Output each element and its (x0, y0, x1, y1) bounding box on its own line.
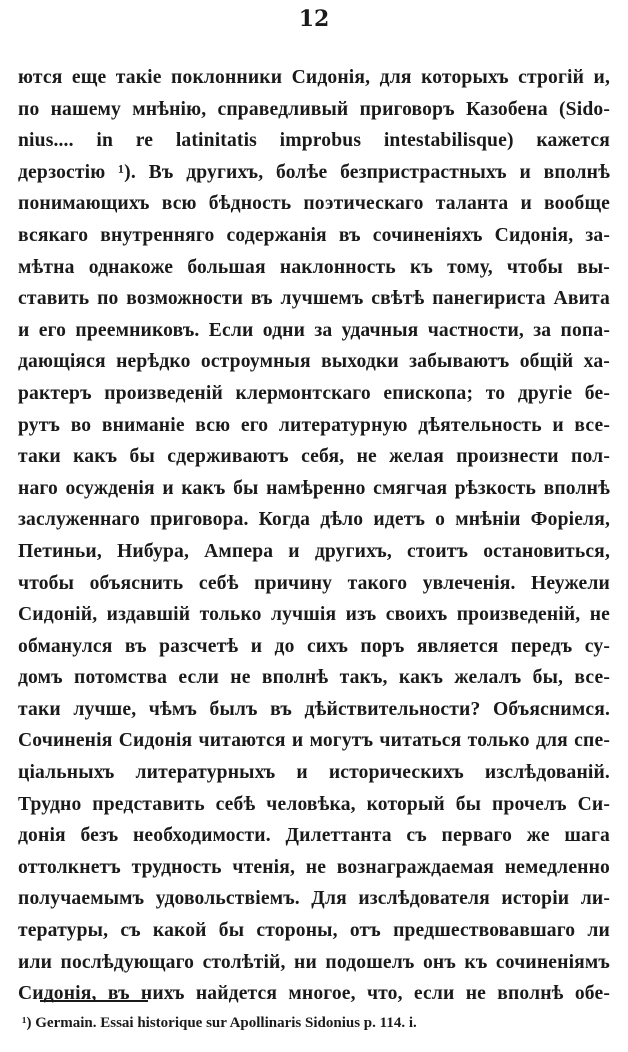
text-line: ются еще такіе поклонники Сидонія, для которыхъ строгій и, (18, 67, 610, 88)
text-line: обманулся въ разсчетѣ и до сихъ поръ является передъ су- (18, 635, 610, 657)
text-line: Сидоній, издавшій только лучшія изъ своихъ произведеній, не (18, 604, 610, 626)
text-line: домъ потомства если не вполнѣ такъ, какъ желалъ бы, все- (18, 667, 610, 689)
text-line: таки лучше, чѣмъ былъ въ дѣйствительности? Объяснимся. (18, 698, 610, 720)
page-number: 12 (298, 6, 330, 32)
text-line: наго осужденія и какъ бы намѣренно смягчая рѣзкость вполнѣ (18, 477, 610, 499)
text-line: Сидонія, въ нихъ найдется многое, что, если не вполнѣ обе- (18, 983, 610, 1005)
footnote-divider (40, 1000, 148, 1002)
text-line: и его преемниковъ. Если одни за удачныя частности, за попа- (18, 319, 610, 341)
text-line: таки какъ бы сдерживаютъ себя, не желая произнести пол- (18, 446, 610, 468)
text-line: оттолкнетъ трудность чтенія, не вознаграждаемая немедленно (18, 856, 610, 878)
text-line: дающіяся нерѣдко остроумныя выходки забываютъ общій ха- (18, 351, 610, 373)
text-line: nius.... in re latinitatis improbus intestabilisque) кажется (18, 130, 610, 152)
text-line: чтобы объяснить себѣ причину такого увлеченія. Неужели (18, 572, 610, 594)
text-line: понимающихъ всю бѣдность поэтическаго таланта и вообще (18, 193, 610, 215)
text-line: всякаго внутренняго содержанія въ сочиненіяхъ Сидонія, за- (18, 224, 610, 246)
text-line: Петиньи, Нибура, Ампера и другихъ, стоитъ остановиться, (18, 540, 610, 562)
text-line: получаемымъ удовольствіемъ. Для изслѣдователя исторіи ли- (18, 888, 610, 910)
body-text (18, 62, 610, 1010)
text-line: мѣтна однакоже большая наклонность къ тому, чтобы вы- (18, 256, 610, 278)
text-line: донія безъ необходимости. Дилеттанта съ перваго же шага (18, 825, 610, 847)
text-line: Трудно представить себѣ человѣка, который бы прочелъ Си- (18, 793, 610, 815)
text-line: ціальныхъ литературныхъ и историческихъ изслѣдованій. (18, 762, 610, 784)
footnote: ¹) Germain. Essai historique sur Apollinaris Sidonius p. 114. i. (22, 1015, 417, 1031)
text-line: ставить по возможности въ лучшемъ свѣтѣ панегириста Авита (18, 288, 610, 310)
text-line: Сочиненія Сидонія читаются и могутъ читаться только для спе- (18, 730, 610, 752)
text-line: или послѣдующаго столѣтій, ни подошелъ онъ къ сочиненіямъ (18, 951, 610, 973)
text-line: заслуженнаго приговора. Когда дѣло идетъ о мнѣніи Форіеля, (18, 509, 610, 531)
text-line: тературы, съ какой бы стороны, отъ предшествовавшаго ли (18, 920, 610, 942)
text-line: дерзостію ¹). Въ другихъ, болѣе безпристрастныхъ и вполнѣ (18, 161, 610, 183)
text-line: рактеръ произведеній клермонтскаго епископа; то другіе бе- (18, 382, 610, 404)
text-line: по нашему мнѣнію, справедливый приговоръ Казобена (Sido- (18, 98, 610, 120)
text-line: рутъ во вниманіе всю его литературную дѣятельность и все- (18, 414, 610, 436)
